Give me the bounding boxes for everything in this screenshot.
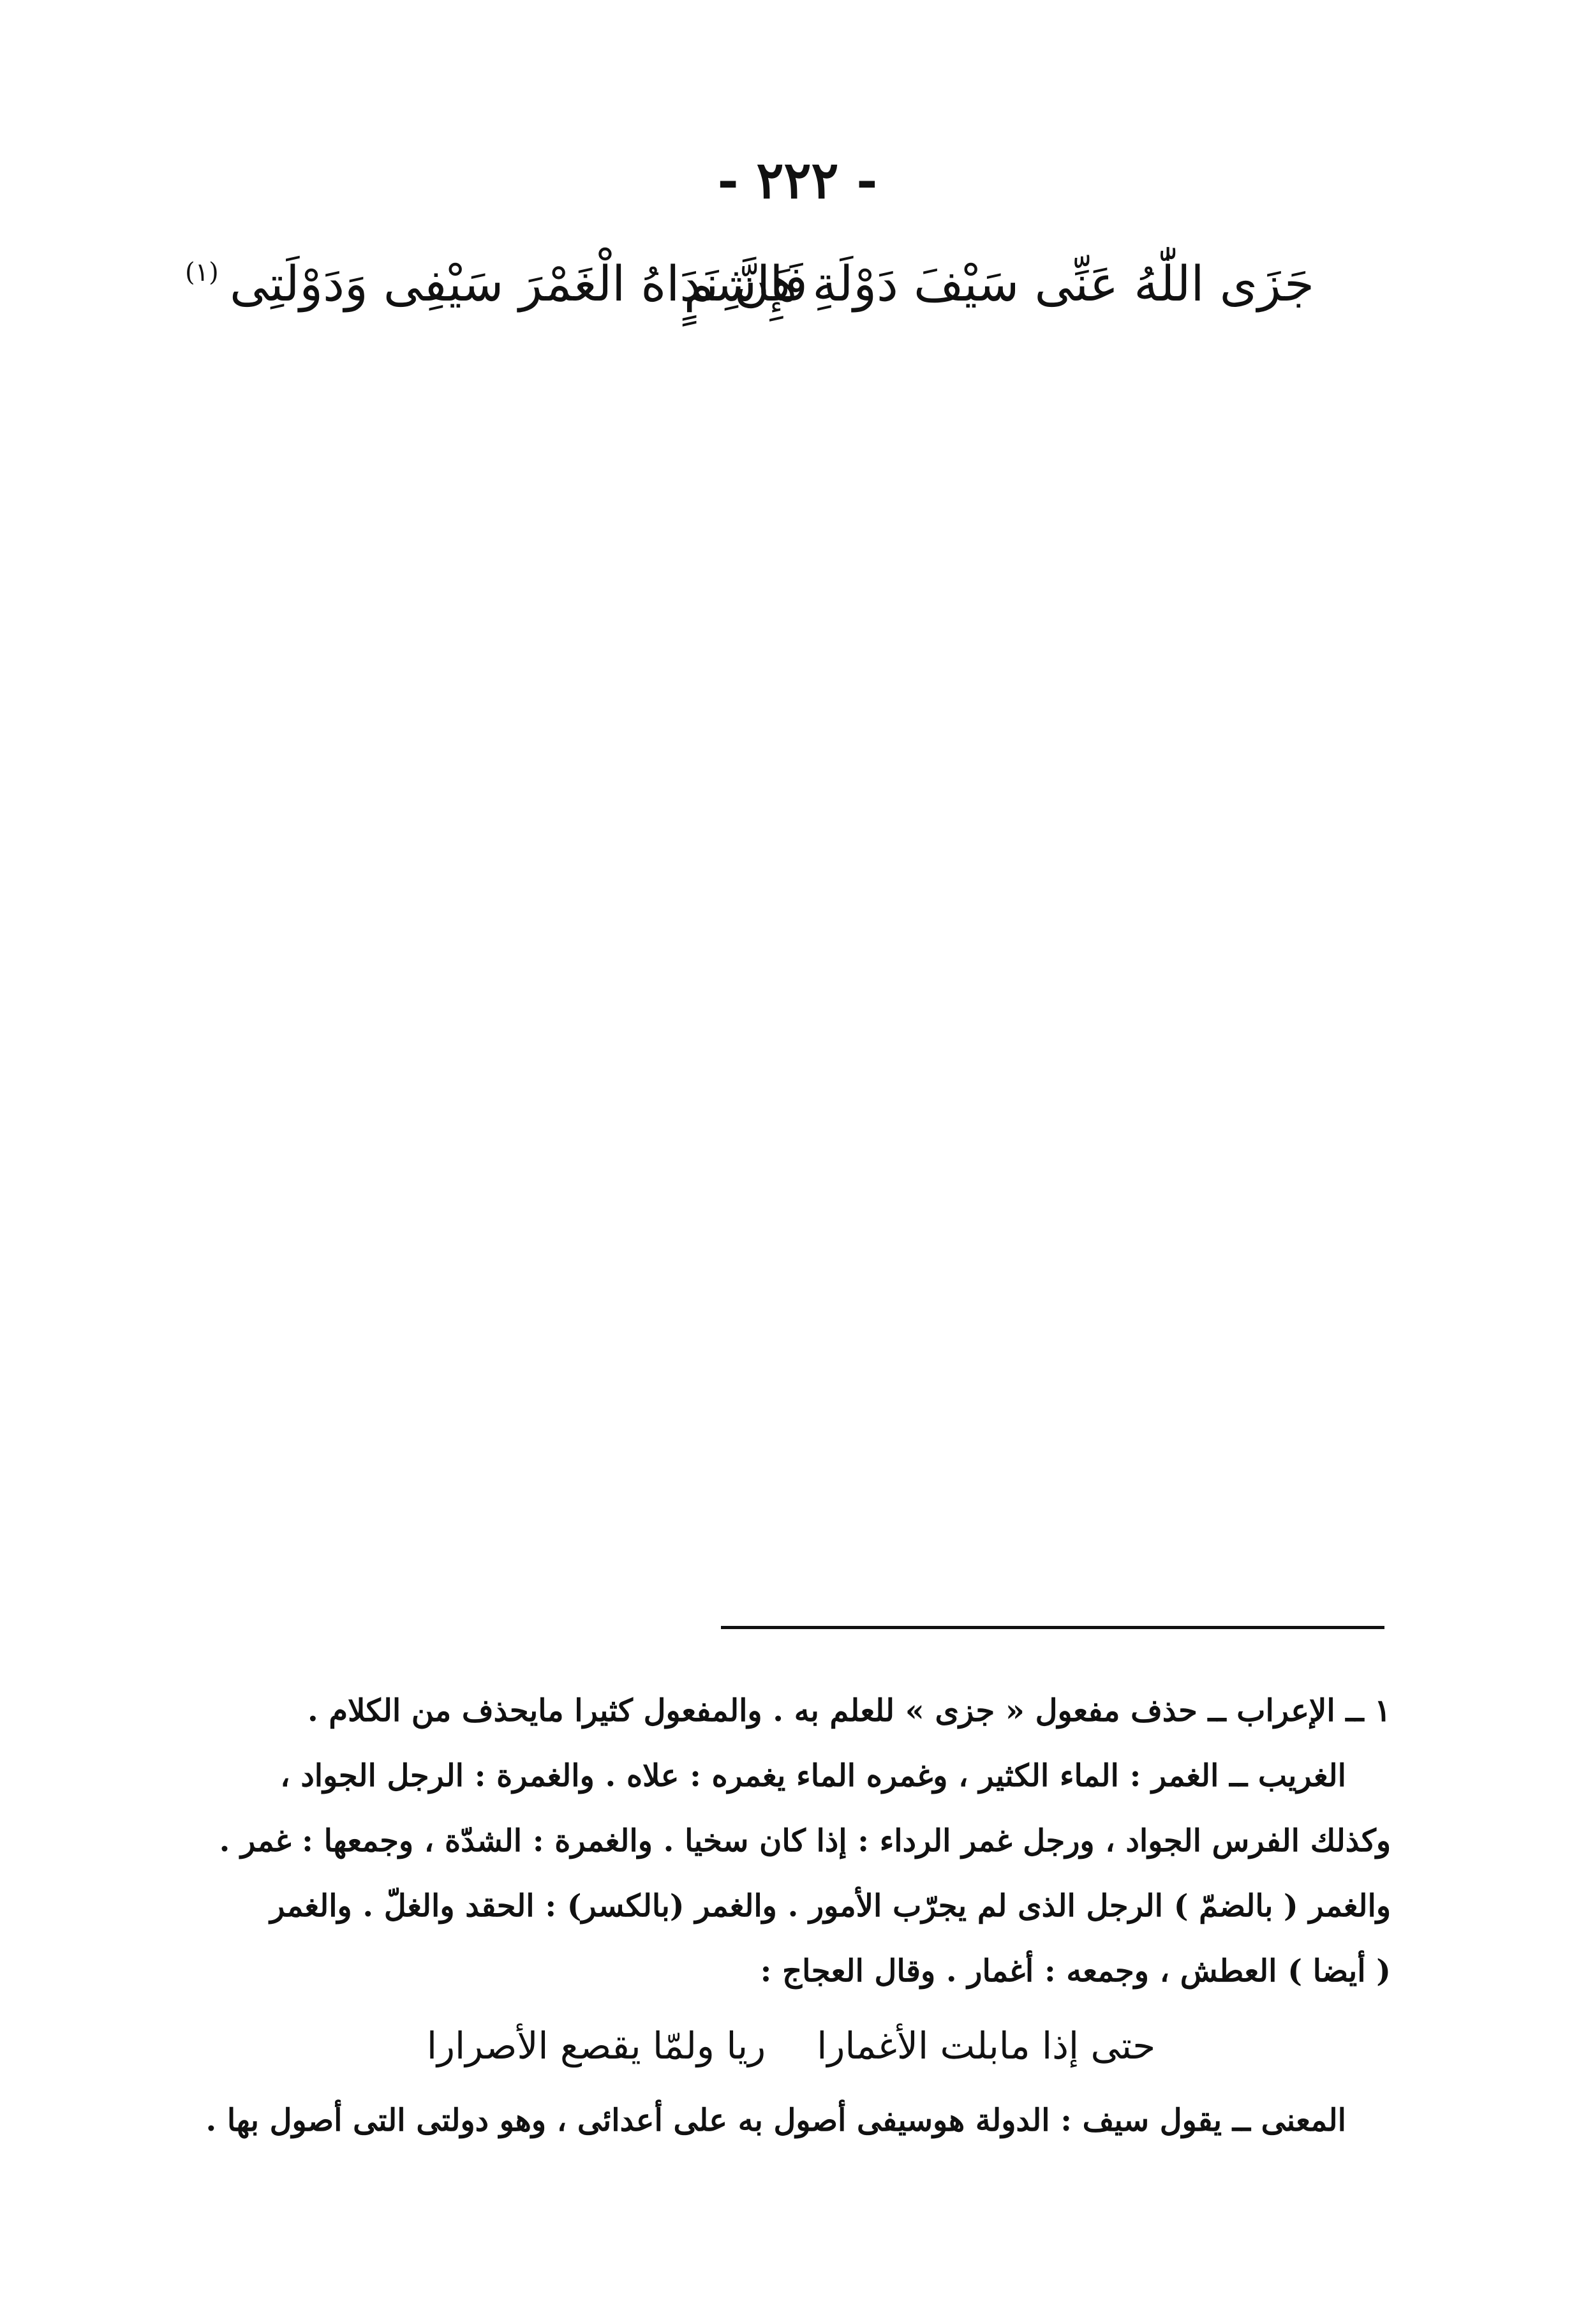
- verse-second-hemistich: فَإِنَّ نَدَاهُ الْغَمْرَ سَيْفِى وَدَوْلَتِى: [230, 255, 808, 312]
- footnote-line-vocabulary: الغريب ــ الغمر : الماء الكثير ، وغمره الماء يغمره : علاه . والغمرة : الرجل الجواد ،: [280, 1758, 1346, 1794]
- footnote-line-meaning: المعنى ــ يقول سيف : الدولة هوسيفى أصول به على أعدائى ، وهو دولتى التى أصول بها .: [205, 2103, 1346, 2138]
- footnote-line: ( أيضا ) العطش ، وجمعه : أغمار . وقال العجاج :: [760, 1953, 1391, 1989]
- verse: [185, 239, 1314, 341]
- quoted-verse-second: ريا ولمّا يقصع الأصرارا: [426, 2024, 766, 2067]
- footnote-line-grammar: ١ ــ الإعراب ــ حذف مفعول « جزى » للعلم به . والمفعول كثيرا مايحذف من الكلام .: [307, 1693, 1391, 1729]
- footnote-divider: [721, 1626, 1384, 1629]
- quoted-verse-first: حتى إذا مابلت الأغمارا: [817, 2024, 1156, 2067]
- footnote-line: وكذلك الفرس الجواد ، ورجل غمر الرداء : إذا كان سخيا . والغمرة : الشدّة ، وجمعها : غمر .: [219, 1823, 1391, 1859]
- footnotes: [191, 1678, 1391, 2153]
- page-number: - ٢٢٢ -: [717, 150, 878, 210]
- verse-first-hemistich: جَزَى اللّٰهُ عَنِّى سَيْفَ دَوْلَةِ هَاشِمٍ: [683, 255, 1314, 312]
- quoted-verse: [191, 2007, 1391, 2084]
- footnote-marker: (١): [185, 258, 219, 287]
- footnote-line: والغمر ( بالضمّ ) الرجل الذى لم يجرّب الأمور . والغمر (بالكسر) : الحقد والغلّ . والغمر: [270, 1888, 1391, 1924]
